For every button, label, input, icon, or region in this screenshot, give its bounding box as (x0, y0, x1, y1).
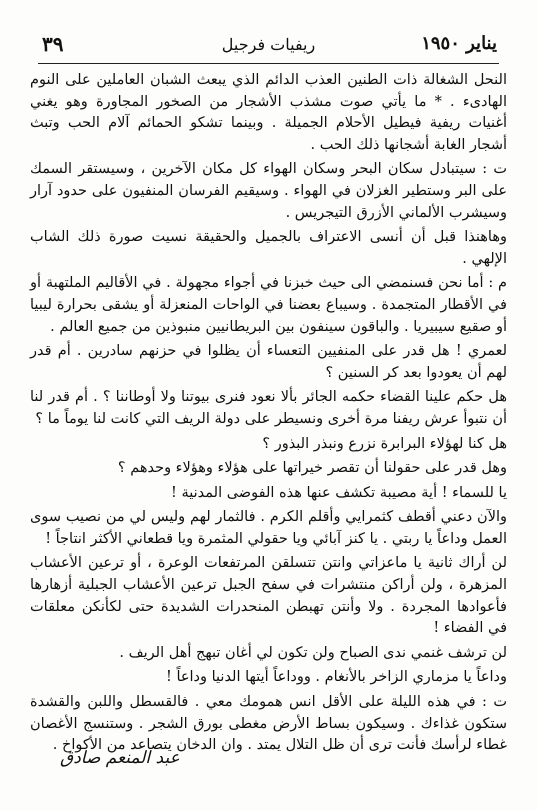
paragraph: والآن دعني أقطف كثمرايي وأقلم الكرم . فالثمار لهم وليس لي من نصيب سوى العمل وداعاً يا ربتي . يا كنز آبائي ويا حقولي المثمرة ويا قطعاني الأكثر انتاجاً ! (30, 509, 507, 547)
issue-date: يناير ١٩٥٠ (421, 33, 497, 54)
paragraph: النحل الشغالة ذات الطنين العذب الدائم الذي يبعث الشبان العاملين على النوم الهادىء . * ما يأتي صوت مشذب الأشجار من الصخور المجاورة وهو يغني أغنيات ريفية فيطيل الأحلام الجميلة . وبينما تشكو الحمائم آلام الحب وتبث أشجار الغابة أشجانها ذلك الحب . (30, 72, 507, 153)
page-header (38, 24, 499, 64)
paragraph: هل حكم علينا القضاء حكمه الجائر بألا نعود فنرى بيوتنا ولا أوطاننا ؟ . أم قدر لنا أن نتبوأ عرش ريفنا مرة أخرى ونسيطر على دولة الريف التي كانت لنا يوماً ما ؟ (30, 389, 507, 427)
paragraph: م : أما نحن فسنمضي الى حيث خبزنا في أجواء مجهولة . في الأقاليم الملتهبة أو في الأقطار المتجمدة . وسيباع بعضنا في الواحات المنعزلة أو يشقى بحرارة ليبيا أو صقيع سيبيريا . والباقون سينفون بين البريطانيين منبوذين من جميع العالم . (30, 275, 507, 335)
paragraph: يا للسماء ! أية مصيبة تكشف عنها هذه الفوضى المدنية ! (171, 484, 507, 501)
paragraph: ت : في هذه الليلة على الأقل انس همومك معي . فالقسطل واللبن والقشدة ستكون غذاءك . وسيكون بساط الأرض مغطى بورق الشجر . وستنسج الأغصان غطاء لرأسك فأنت ترى أن ظل التلال يمتد . وان الدخان يتصاعد من الأكواخ . (30, 694, 507, 754)
header-rule (38, 63, 499, 64)
paragraph: لن أراك ثانية يا ماعزاتي وانتن تتسلقن المرتفعات الوعرة ، أو ترعين الأعشاب المزهرة ، ولن أراكن منتشرات في سفح الجبل ترعين الأعشاب الجبلية أزهارها فأعوادها المجردة . ولا وأنتن تهبطن المنحدرات الشديدة حتى لكأنكن معلقات في الفضاء ! (30, 555, 507, 637)
paragraph: ت : سيتبادل سكان البحر وسكان الهواء كل مكان الآخرين ، وسيستقر السمك على البر وستطير الغزلان في الهواء . وسيقيم الفرسان المنفيون على حدود آرار وسيشرب الألماني الأزرق التيجريس . (30, 161, 507, 221)
paragraph: وداعاً يا مزماري الزاخر بالأنغام . ووداعاً أيتها الدنيا وداعاً ! (166, 669, 507, 686)
running-title: ريفيات فرجيل (221, 35, 316, 54)
paragraph: هل كنا لهؤلاء البرابرة نزرع ونبذر البذور ؟ (262, 435, 507, 452)
paragraph: لعمري ! هل قدر على المنفيين التعساء أن يظلوا في حزنهم سادرين . أم قدر لهم أن يعودوا بعد كر السنين ؟ (30, 343, 507, 381)
paragraph: لن ترشف غنمي ندى الصباح ولن تكون لي أغان تبهج أهل الريف . (119, 644, 507, 661)
article-body (30, 70, 507, 757)
paragraph: وهل قدر على حقولنا أن تقصر خيراتها على هؤلاء وهؤلاء وحدهم ؟ (117, 460, 507, 477)
author-signature: عبد المنعم صادق (60, 748, 180, 768)
paragraph: وهاهنذا قبل أن أنسى الاعتراف بالجميل والحقيقة نسيت صورة ذلك الشاب الإلهي . (30, 229, 507, 267)
page-number: ٣٩ (42, 32, 64, 56)
